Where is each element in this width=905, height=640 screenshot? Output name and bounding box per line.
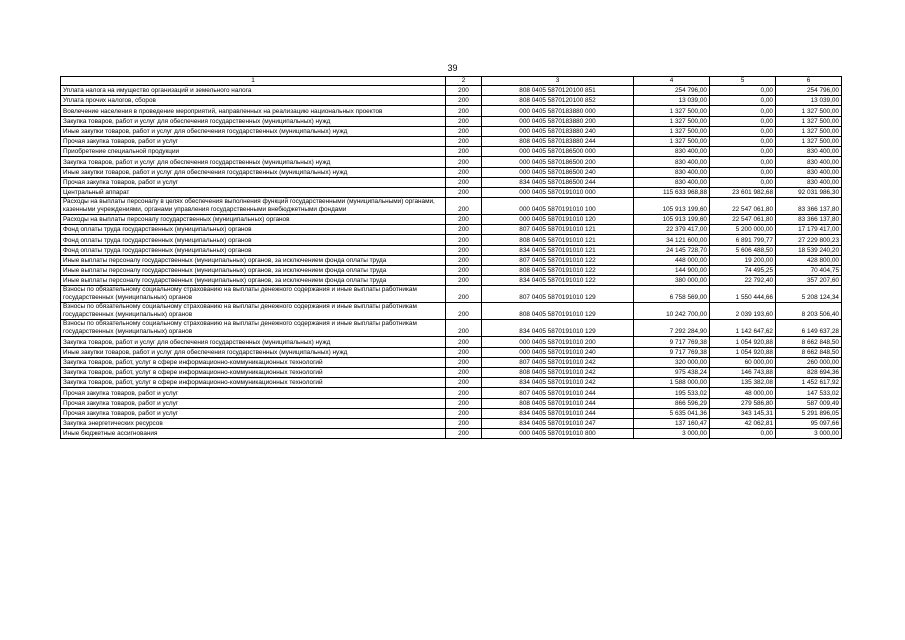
row-budget-code: 000 0405 5870186500 240 [482,167,634,177]
table-row [61,429,842,439]
row-description: Прочая закупка товаров, работ и услуг [61,398,446,408]
table-row [61,167,842,177]
row-budget-code: 834 0405 5870191010 129 [482,320,634,337]
row-code: 200 [446,116,482,126]
row-executed: 0,00 [710,177,776,187]
row-executed: 23 601 982,68 [710,187,776,197]
row-budget-code: 000 0405 5870186500 000 [482,147,634,157]
table-row [61,157,842,167]
row-approved: 1 327 500,00 [634,116,710,126]
row-approved: 10 242 700,00 [634,303,710,320]
row-approved: 254 796,00 [634,86,710,96]
row-budget-code: 808 0405 5870120100 852 [482,96,634,106]
table-row [61,136,842,146]
row-description: Фонд оплаты труда государственных (муниципальных) органов [61,225,446,235]
row-executed: 343 145,31 [710,408,776,418]
row-unexecuted: 260 000,00 [776,357,842,367]
row-executed: 1 054 920,88 [710,347,776,357]
row-executed: 0,00 [710,136,776,146]
table-header-row [61,77,842,86]
row-executed: 135 382,08 [710,378,776,388]
row-unexecuted: 830 400,00 [776,177,842,187]
row-description: Закупка товаров, работ и услуг для обеспечения государственных (муниципальных) нужд [61,116,446,126]
row-code: 200 [446,398,482,408]
row-approved: 448 000,00 [634,255,710,265]
row-executed: 1 142 647,62 [710,320,776,337]
row-approved: 1 327 500,00 [634,106,710,116]
row-approved: 830 400,00 [634,157,710,167]
row-unexecuted: 5 208 124,34 [776,286,842,303]
table-row [61,367,842,377]
row-approved: 13 039,00 [634,96,710,106]
row-code: 200 [446,215,482,225]
row-code: 200 [446,303,482,320]
row-description: Закупка товаров, работ, услуг в сфере информационно-коммуникационных технологий [61,357,446,367]
row-executed: 5 200 000,00 [710,225,776,235]
column-header-5: 5 [710,77,776,86]
row-executed: 0,00 [710,157,776,167]
row-budget-code: 834 0405 5870191010 121 [482,245,634,255]
row-approved: 1 327 500,00 [634,136,710,146]
table-row [61,225,842,235]
row-approved: 3 000,00 [634,429,710,439]
row-code: 200 [446,337,482,347]
row-executed: 2 039 193,60 [710,303,776,320]
row-approved: 830 400,00 [634,147,710,157]
row-unexecuted: 8 203 506,40 [776,303,842,320]
row-unexecuted: 18 539 240,20 [776,245,842,255]
row-description: Иные закупки товаров, работ и услуг для обеспечения государственных (муниципальных) нужд [61,347,446,357]
table-row [61,388,842,398]
row-budget-code: 000 0405 5870191010 100 [482,198,634,215]
row-unexecuted: 27 229 800,23 [776,235,842,245]
row-executed: 74 495,25 [710,266,776,276]
row-unexecuted: 1 327 500,00 [776,126,842,136]
row-approved: 34 121 600,00 [634,235,710,245]
column-header-6: 6 [776,77,842,86]
row-unexecuted: 254 796,00 [776,86,842,96]
row-budget-code: 834 0405 5870191010 242 [482,378,634,388]
row-budget-code: 000 0405 5870183880 200 [482,116,634,126]
row-budget-code: 808 0405 5870191010 242 [482,367,634,377]
table-row [61,398,842,408]
row-description: Прочая закупка товаров, работ и услуг [61,136,446,146]
row-executed: 0,00 [710,167,776,177]
row-unexecuted: 8 662 848,50 [776,337,842,347]
row-budget-code: 000 0405 5870191010 120 [482,215,634,225]
row-approved: 137 160,47 [634,418,710,428]
row-approved: 830 400,00 [634,167,710,177]
row-executed: 6 891 799,77 [710,235,776,245]
row-budget-code: 000 0405 5870191010 240 [482,347,634,357]
row-code: 200 [446,245,482,255]
row-description: Взносы по обязательному социальному страхованию на выплаты денежного содержания и иные выплаты работникам государственных (муниципальных) органов [61,303,446,320]
row-description: Фонд оплаты труда государственных (муниципальных) органов [61,245,446,255]
row-description: Иные бюджетные ассигнования [61,429,446,439]
row-description: Расходы на выплаты персоналу государственных (муниципальных) органов [61,215,446,225]
row-approved: 9 717 769,38 [634,337,710,347]
row-code: 200 [446,320,482,337]
row-budget-code: 807 0405 5870191010 242 [482,357,634,367]
row-description: Приобретение специальной продукции [61,147,446,157]
row-approved: 105 913 199,60 [634,198,710,215]
row-approved: 7 292 284,90 [634,320,710,337]
row-unexecuted: 8 662 848,50 [776,347,842,357]
row-executed: 0,00 [710,116,776,126]
row-budget-code: 000 0405 5870191010 200 [482,337,634,347]
row-code: 200 [446,429,482,439]
row-budget-code: 000 0405 5870186500 200 [482,157,634,167]
row-code: 200 [446,187,482,197]
row-approved: 866 596,29 [634,398,710,408]
row-unexecuted: 1 327 500,00 [776,136,842,146]
table-row [61,255,842,265]
table-row [61,378,842,388]
column-header-3: 3 [482,77,634,86]
table-row [61,337,842,347]
row-approved: 380 000,00 [634,276,710,286]
row-executed: 60 000,00 [710,357,776,367]
row-budget-code: 807 0405 5870191010 244 [482,388,634,398]
row-executed: 22 547 061,80 [710,198,776,215]
row-code: 200 [446,167,482,177]
row-approved: 144 900,00 [634,266,710,276]
table-row [61,408,842,418]
row-unexecuted: 587 009,49 [776,398,842,408]
row-unexecuted: 1 327 500,00 [776,116,842,126]
row-executed: 5 606 488,50 [710,245,776,255]
row-executed: 0,00 [710,106,776,116]
row-unexecuted: 3 000,00 [776,429,842,439]
row-description: Прочая закупка товаров, работ и услуг [61,408,446,418]
row-unexecuted: 83 366 137,80 [776,198,842,215]
row-description: Уплата налога на имущество организаций и земельного налога [61,86,446,96]
row-executed: 0,00 [710,147,776,157]
row-code: 200 [446,418,482,428]
row-unexecuted: 95 097,66 [776,418,842,428]
row-budget-code: 834 0405 5870186500 244 [482,177,634,187]
row-approved: 1 327 500,00 [634,126,710,136]
row-unexecuted: 830 400,00 [776,147,842,157]
row-unexecuted: 1 327 500,00 [776,106,842,116]
row-code: 200 [446,126,482,136]
row-description: Иные выплаты персоналу государственных (муниципальных) органов, за исключением фонда оплаты труда [61,255,446,265]
table-row [61,147,842,157]
row-description: Закупка энергетических ресурсов [61,418,446,428]
table-row [61,276,842,286]
table-row [61,116,842,126]
table-row [61,266,842,276]
row-budget-code: 808 0405 5870191010 129 [482,303,634,320]
row-approved: 195 533,02 [634,388,710,398]
row-description: Прочая закупка товаров, работ и услуг [61,388,446,398]
row-description: Фонд оплаты труда государственных (муниципальных) органов [61,235,446,245]
row-description: Расходы на выплаты персоналу в целях обеспечения выполнения функций государственными (муниципальными) органами, казенными учреждениями, органами управления государственными внебюджетными фондами [61,198,446,215]
row-description: Иные закупки товаров, работ и услуг для обеспечения государственных (муниципальных) нужд [61,167,446,177]
row-unexecuted: 83 366 137,80 [776,215,842,225]
column-header-1: 1 [61,77,446,86]
row-code: 200 [446,235,482,245]
row-budget-code: 000 0405 5870183880 000 [482,106,634,116]
row-budget-code: 808 0405 5870191010 122 [482,266,634,276]
table-row [61,286,842,303]
row-code: 200 [446,266,482,276]
row-approved: 5 635 041,36 [634,408,710,418]
row-code: 200 [446,106,482,116]
table-row [61,106,842,116]
row-approved: 6 758 569,00 [634,286,710,303]
row-unexecuted: 828 694,36 [776,367,842,377]
table-row [61,303,842,320]
row-budget-code: 000 0405 5870191010 800 [482,429,634,439]
row-unexecuted: 6 149 637,28 [776,320,842,337]
row-executed: 19 200,00 [710,255,776,265]
row-approved: 1 588 000,00 [634,378,710,388]
row-description: Закупка товаров, работ и услуг для обеспечения государственных (муниципальных) нужд [61,157,446,167]
table-row [61,320,842,337]
row-description: Уплата прочих налогов, сборов [61,96,446,106]
row-approved: 9 717 769,38 [634,347,710,357]
row-unexecuted: 428 800,00 [776,255,842,265]
table-row [61,177,842,187]
row-budget-code: 834 0405 5870191010 122 [482,276,634,286]
row-executed: 0,00 [710,86,776,96]
table-row [61,96,842,106]
row-unexecuted: 1 452 617,92 [776,378,842,388]
table-row [61,198,842,215]
table-row [61,235,842,245]
row-approved: 105 913 199,60 [634,215,710,225]
row-executed: 0,00 [710,126,776,136]
row-executed: 22 547 061,80 [710,215,776,225]
row-code: 200 [446,96,482,106]
row-code: 200 [446,367,482,377]
column-header-4: 4 [634,77,710,86]
row-budget-code: 000 0405 5870191010 000 [482,187,634,197]
budget-table [60,76,842,439]
row-code: 200 [446,378,482,388]
column-header-2: 2 [446,77,482,86]
page-number: 39 [447,63,458,73]
row-code: 200 [446,177,482,187]
row-unexecuted: 5 291 896,05 [776,408,842,418]
row-unexecuted: 13 039,00 [776,96,842,106]
row-unexecuted: 357 207,60 [776,276,842,286]
row-code: 200 [446,157,482,167]
row-description: Взносы по обязательному социальному страхованию на выплаты денежного содержания и иные выплаты работникам государственных (муниципальных) органов [61,286,446,303]
row-executed: 1 054 920,88 [710,337,776,347]
row-code: 200 [446,86,482,96]
row-executed: 42 062,81 [710,418,776,428]
table-body [61,86,842,439]
row-code: 200 [446,255,482,265]
row-description: Закупка товаров, работ и услуг для обеспечения государственных (муниципальных) нужд [61,337,446,347]
row-code: 200 [446,388,482,398]
row-description: Иные выплаты персоналу государственных (муниципальных) органов, за исключением фонда оплаты труда [61,276,446,286]
row-approved: 24 145 728,70 [634,245,710,255]
row-budget-code: 808 0405 5870191010 244 [482,398,634,408]
row-description: Закупка товаров, работ, услуг в сфере информационно-коммуникационных технологий [61,367,446,377]
row-approved: 320 000,00 [634,357,710,367]
row-unexecuted: 830 400,00 [776,167,842,177]
table-row [61,187,842,197]
table-row [61,126,842,136]
row-executed: 48 000,00 [710,388,776,398]
table-row [61,357,842,367]
row-budget-code: 808 0405 5870183880 244 [482,136,634,146]
row-approved: 975 438,24 [634,367,710,377]
row-unexecuted: 17 179 417,00 [776,225,842,235]
row-code: 200 [446,408,482,418]
row-executed: 0,00 [710,96,776,106]
row-description: Иные выплаты персоналу государственных (муниципальных) органов, за исключением фонда оплаты труда [61,266,446,276]
table-row [61,418,842,428]
row-budget-code: 834 0405 5870191010 244 [482,408,634,418]
table-row [61,347,842,357]
row-code: 200 [446,286,482,303]
row-code: 200 [446,347,482,357]
row-executed: 279 586,80 [710,398,776,408]
row-description: Иные закупки товаров, работ и услуг для обеспечения государственных (муниципальных) нужд [61,126,446,136]
row-description: Взносы по обязательному социальному страхованию на выплаты денежного содержания и иные выплаты работникам государственных (муниципальных) органов [61,320,446,337]
row-code: 200 [446,147,482,157]
row-budget-code: 808 0405 5870120100 851 [482,86,634,96]
row-unexecuted: 830 400,00 [776,157,842,167]
row-budget-code: 807 0405 5870191010 122 [482,255,634,265]
row-approved: 830 400,00 [634,177,710,187]
row-executed: 1 550 444,66 [710,286,776,303]
row-budget-code: 807 0405 5870191010 129 [482,286,634,303]
row-budget-code: 834 0405 5870191010 247 [482,418,634,428]
row-budget-code: 808 0405 5870191010 121 [482,235,634,245]
row-code: 200 [446,276,482,286]
row-executed: 22 792,40 [710,276,776,286]
row-description: Прочая закупка товаров, работ и услуг [61,177,446,187]
table-row [61,215,842,225]
row-unexecuted: 92 031 986,30 [776,187,842,197]
row-unexecuted: 147 533,02 [776,388,842,398]
table-row [61,86,842,96]
row-description: Вовлечение населения в проведение мероприятий, направленных на реализацию национальных проектов [61,106,446,116]
row-unexecuted: 70 404,75 [776,266,842,276]
row-budget-code: 000 0405 5870183880 240 [482,126,634,136]
row-code: 200 [446,225,482,235]
row-description: Центральный аппарат [61,187,446,197]
row-approved: 115 633 968,88 [634,187,710,197]
row-approved: 22 379 417,00 [634,225,710,235]
row-executed: 146 743,88 [710,367,776,377]
row-code: 200 [446,136,482,146]
row-budget-code: 807 0405 5870191010 121 [482,225,634,235]
table-row [61,245,842,255]
row-description: Закупка товаров, работ, услуг в сфере информационно-коммуникационных технологий [61,378,446,388]
row-code: 200 [446,357,482,367]
row-code: 200 [446,198,482,215]
row-executed: 0,00 [710,429,776,439]
